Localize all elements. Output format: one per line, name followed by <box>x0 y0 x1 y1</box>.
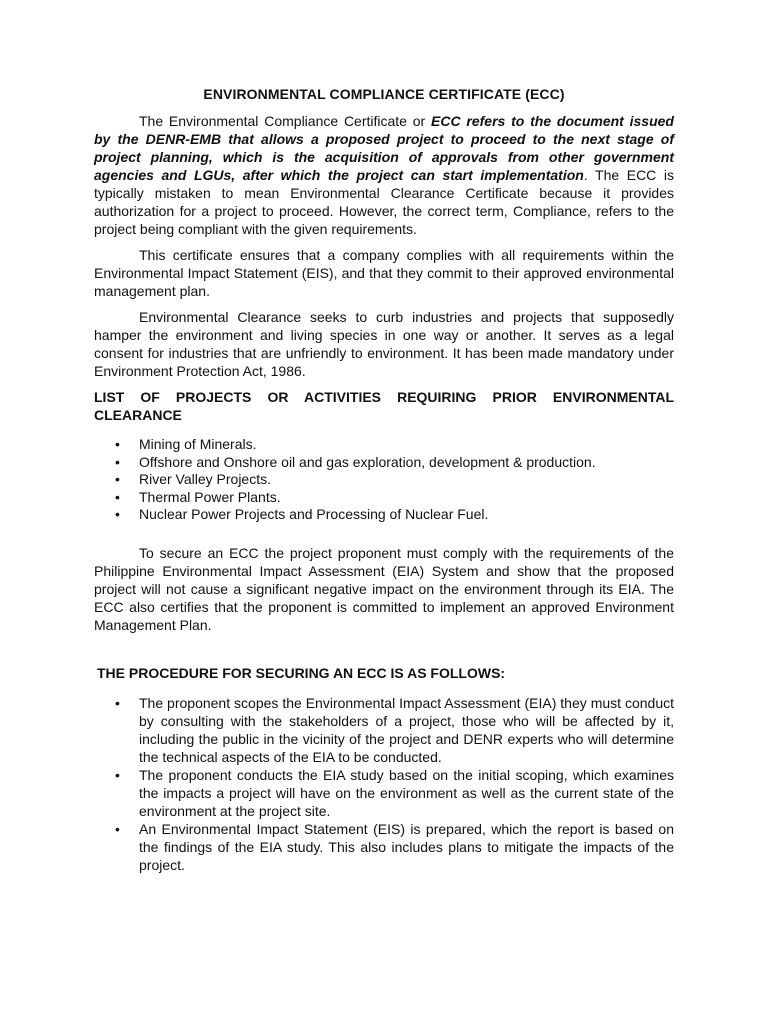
bullet-icon: • <box>115 471 120 487</box>
section-heading-projects-list: LIST OF PROJECTS OR ACTIVITIES REQUIRING PRIOR ENVIRONMENTAL CLEARANCE <box>94 389 674 423</box>
paragraph-certificate-ensures: This certificate ensures that a company complies with all requirements within the Environmental Impact Statement (EIS), and that they commit to their approved environmental management plan. <box>94 247 674 299</box>
paragraph-intro-text: The Environmental Compliance Certificate or <box>139 113 432 129</box>
section-heading-procedure: THE PROCEDURE FOR SECURING AN ECC IS AS FOLLOWS: <box>97 664 506 681</box>
procedure-list <box>94 694 674 874</box>
paragraph-rest-text: . The ECC is typically mistaken to mean Environmental Clearance Certificate because it provides authorization for a project to proceed. However, the correct term, Compliance, refers to the project being compliant with the given requirements. <box>94 167 674 237</box>
list-item-text: River Valley Projects. <box>139 471 272 487</box>
paragraph-emphasis-text: ECC refers to the document issued by the DENR-EMB that allows a proposed project to proceed to the next stage of project planning, which is the acquisition of approvals from other government agencies and LGUs, after which the project can start implementation <box>94 113 674 183</box>
list-item <box>94 766 674 820</box>
paragraph-secure-ecc: To secure an ECC the project proponent must comply with the requirements of the Philippine Environmental Impact Assessment (EIA) System and show that the proposed project will not cause a significant negative impact on the environment through its EIA. The ECC also certifies that the proponent is committed to implement an approved Environment Management Plan. <box>94 544 674 633</box>
bullet-icon: • <box>115 436 120 452</box>
list-item-text: Offshore and Onshore oil and gas exploration, development & production. <box>139 453 596 470</box>
list-item-text: Mining of Minerals. <box>139 436 257 452</box>
list-item-text: The proponent scopes the Environmental Impact Assessment (EIA) they must conduct by consulting with the stakeholders of a project, those who will be affected by it, including the public in the vicinity of the project and DENR experts who will determine the technical aspects of the EIA to be conducted. <box>139 694 674 765</box>
bullet-icon: • <box>115 488 120 505</box>
list-item <box>94 694 674 766</box>
list-item <box>94 454 674 472</box>
paragraph-environmental-clearance: Environmental Clearance seeks to curb industries and projects that supposedly hamper the environment and living species in one way or another. It serves as a legal consent for industries that are unfriendly to environment. It has been made mandatory under Environment Protection Act, 1986. <box>94 309 674 379</box>
bullet-icon: • <box>115 453 120 470</box>
list-item-text: Thermal Power Plants. <box>139 488 281 505</box>
paragraph-ecc-definition <box>94 112 674 238</box>
list-item <box>94 436 674 454</box>
list-item <box>94 489 674 507</box>
list-item-text: An Environmental Impact Statement (EIS) is prepared, which the report is based on the findings of the EIA study. This also includes plans to mitigate the impacts of the project. <box>139 820 674 873</box>
bullet-icon: • <box>115 694 120 711</box>
bullet-icon: • <box>115 820 120 837</box>
list-item <box>94 820 674 874</box>
document-title: ENVIRONMENTAL COMPLIANCE CERTIFICATE (ECC) <box>203 86 565 102</box>
projects-list <box>94 436 674 524</box>
list-item-text: Nuclear Power Projects and Processing of Nuclear Fuel. <box>139 506 489 522</box>
bullet-icon: • <box>115 766 120 783</box>
list-item-text: The proponent conducts the EIA study based on the initial scoping, which examines the impacts a project will have on the environment as well as the current state of the environment at the project site. <box>139 766 674 819</box>
bullet-icon: • <box>115 506 120 522</box>
list-item <box>94 471 674 489</box>
list-item <box>94 506 674 524</box>
